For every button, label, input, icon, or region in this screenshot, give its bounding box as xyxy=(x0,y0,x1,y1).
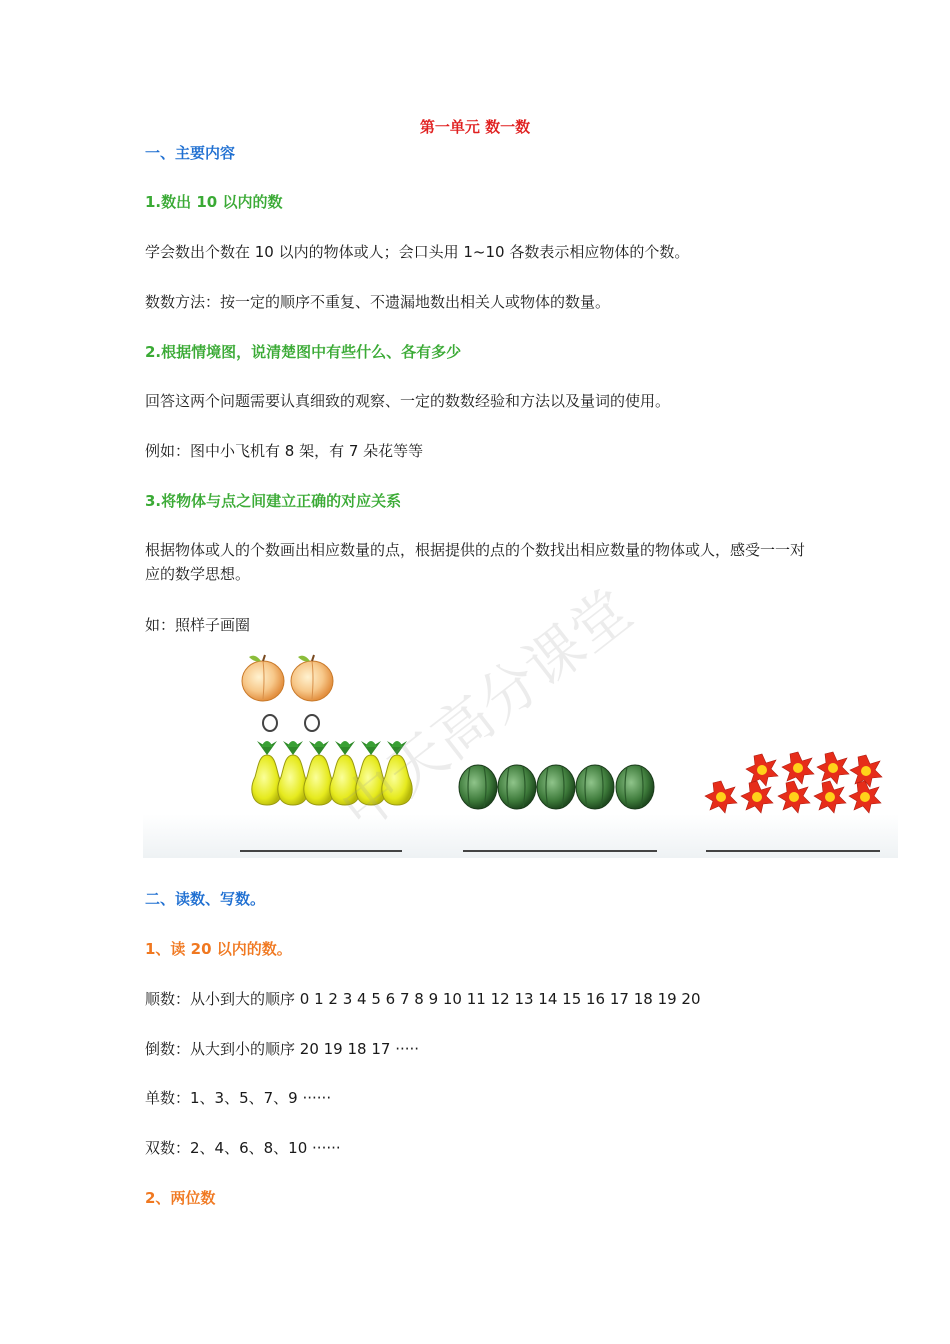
pear-icon xyxy=(382,741,412,805)
paragraph: 单数：1、3、5、7、9 ······ xyxy=(145,1089,332,1107)
flower-icon xyxy=(814,781,846,813)
flower-icon xyxy=(741,781,773,813)
flower-icon xyxy=(850,755,882,787)
pear-icon xyxy=(304,741,334,805)
section-heading-main-content: 一、主要内容 xyxy=(145,144,236,162)
paragraph: 如：照样子画圈 xyxy=(145,616,251,634)
sample-circle xyxy=(263,715,277,731)
pear-icon xyxy=(356,741,386,805)
pepper-icon xyxy=(576,765,614,809)
paragraph: 例如：图中小飞机有 8 架，有 7 朵花等等 xyxy=(145,442,424,460)
figure-drawing xyxy=(143,640,898,858)
subheading-read-within-20: 1、读 20 以内的数。 xyxy=(145,940,292,958)
flower-icon xyxy=(782,752,814,784)
paragraph: 数数方法：按一定的顺序不重复、不遗漏地数出相关人或物体的数量。 xyxy=(145,293,611,311)
paragraph: 回答这两个问题需要认真细致的观察、一定的数数经验和方法以及量词的使用。 xyxy=(145,392,671,410)
subheading-scene-picture: 2.根据情境图，说清楚图中有些什么、各有多少 xyxy=(145,343,462,361)
paragraph: 倒数：从大到小的顺序 20 19 18 17 ····· xyxy=(145,1040,420,1058)
paragraph: 学会数出个数在 10 以内的物体或人；会口头用 1~10 各数表示相应物体的个数。 xyxy=(145,243,690,261)
flower-icon xyxy=(746,754,778,786)
subheading-count-within-10: 1.数出 10 以内的数 xyxy=(145,193,283,211)
subheading-two-digit: 2、两位数 xyxy=(145,1189,216,1207)
subheading-correspondence: 3.将物体与点之间建立正确的对应关系 xyxy=(145,492,402,510)
counting-exercise-figure xyxy=(143,640,898,858)
page-title: 第一单元 数一数 xyxy=(419,118,531,136)
sample-circle xyxy=(305,715,319,731)
flower-icon xyxy=(705,781,737,813)
paragraph: 双数：2、4、6、8、10 ······ xyxy=(145,1139,341,1157)
pear-icon xyxy=(330,741,360,805)
pear-icon xyxy=(278,741,308,805)
pepper-icon xyxy=(459,765,497,809)
flower-icon xyxy=(817,752,849,784)
flower-icon xyxy=(778,781,810,813)
pepper-icon xyxy=(537,765,575,809)
section-heading-read-write: 二、读数、写数。 xyxy=(145,890,266,908)
pepper-icon xyxy=(616,765,654,809)
paragraph: 根据物体或人的个数画出相应数量的点，根据提供的点的个数找出相应数量的物体或人，感受一一对应的数学思想。 xyxy=(145,541,806,583)
pear-icon xyxy=(252,741,282,805)
flower-icon xyxy=(849,781,881,813)
peach-icon xyxy=(242,655,284,701)
paragraph: 顺数：从小到大的顺序 0 1 2 3 4 5 6 7 8 9 10 11 12 13 14 15 16 17 18 19 20 xyxy=(145,990,701,1008)
pepper-icon xyxy=(498,765,536,809)
peach-icon xyxy=(291,655,333,701)
